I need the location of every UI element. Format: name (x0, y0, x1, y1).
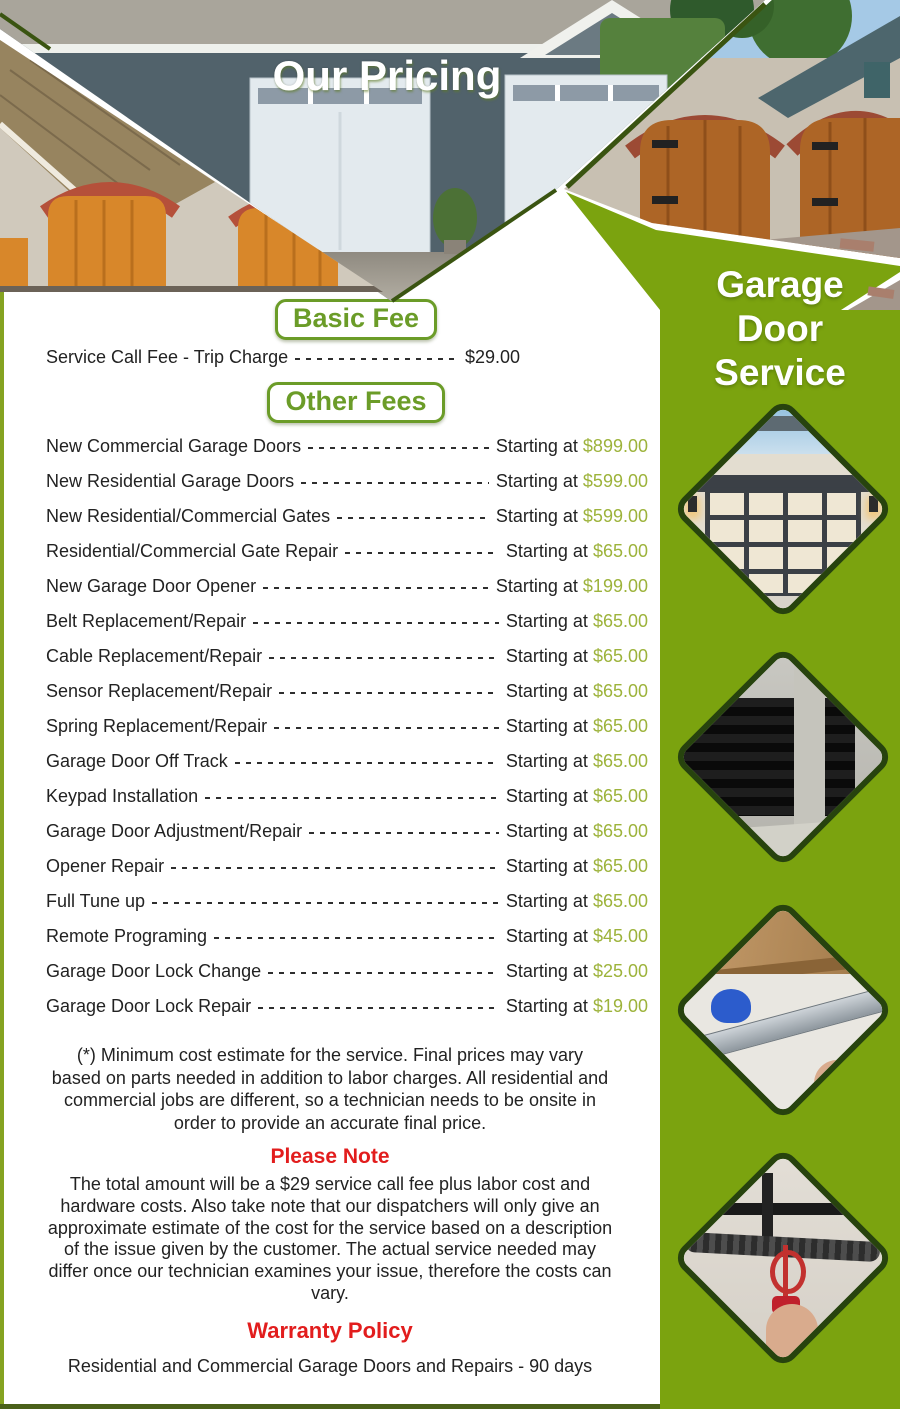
sidebar-title-line: Door (736, 308, 824, 349)
fee-label: Garage Door Off Track (46, 751, 228, 771)
fee-price: $65.00 (592, 681, 648, 701)
dash-leader (345, 552, 499, 554)
fee-label: Residential/Commercial Gate Repair (46, 541, 339, 561)
fee-label: Remote Programing (46, 926, 208, 946)
fee-label: Belt Replacement/Repair (46, 611, 247, 631)
sidebar-title (660, 263, 900, 395)
dash-leader (269, 657, 499, 659)
dash-leader (152, 902, 499, 904)
fee-prefix: Starting at (495, 471, 578, 491)
fee-row (4, 989, 652, 1024)
fee-row (4, 674, 652, 709)
fee-row (4, 744, 652, 779)
fee-row (4, 954, 652, 989)
fees-list (4, 429, 652, 1024)
please-note-title: Please Note (270, 1145, 390, 1168)
fee-price: $199.00 (582, 576, 648, 596)
fee-price: $65.00 (592, 646, 648, 666)
fee-price: $65.00 (592, 611, 648, 631)
fee-row (4, 779, 652, 814)
please-note-body: The total amount will be a $29 service call fee plus labor cost and hardware costs. Also take note that our dispatchers will only give an approximate estimate of the cost for the service based on a description of the issue given by the customer. The actual service needed may differ once our technician examines your issue, therefore the costs can vary. (47, 1174, 613, 1303)
fee-label: Garage Door Lock Repair (46, 996, 252, 1016)
fee-prefix: Starting at (505, 611, 588, 631)
fee-row (4, 919, 652, 954)
dash-leader (171, 867, 499, 869)
basic-fee-badge: Basic Fee (275, 299, 437, 340)
fee-prefix: Starting at (505, 961, 588, 981)
fee-label: Full Tune up (46, 891, 146, 911)
fee-prefix: Starting at (505, 996, 588, 1016)
warranty-body: Residential and Commercial Garage Doors and Repairs - 90 days (67, 1355, 593, 1376)
fee-price: $65.00 (592, 716, 648, 736)
fee-prefix: Starting at (495, 576, 578, 596)
fee-prefix: Starting at (505, 926, 588, 946)
fee-price: $45.00 (592, 926, 648, 946)
dash-leader (279, 692, 499, 694)
fee-label: New Garage Door Opener (46, 576, 257, 596)
fee-price: $899.00 (582, 436, 648, 456)
fee-price: $65.00 (592, 856, 648, 876)
dash-leader (295, 358, 458, 360)
fee-prefix: Starting at (495, 506, 578, 526)
fee-price: $65.00 (592, 541, 648, 561)
dash-leader (268, 972, 499, 974)
fee-row (4, 639, 652, 674)
fee-label: Garage Door Lock Change (46, 961, 262, 981)
fee-price: $19.00 (592, 996, 648, 1016)
fee-row (4, 709, 652, 744)
fee-prefix: Starting at (505, 541, 588, 561)
fee-prefix: Starting at (505, 786, 588, 806)
fee-prefix: Starting at (505, 716, 588, 736)
fee-prefix: Starting at (505, 751, 588, 771)
fee-price: $65.00 (592, 786, 648, 806)
fee-row (4, 429, 652, 464)
dash-leader (337, 517, 489, 519)
warranty-title: Warranty Policy (247, 1317, 413, 1343)
fee-price: $29.00 (464, 346, 520, 367)
dash-leader (205, 797, 499, 799)
dash-leader (214, 937, 499, 939)
fee-label: Opener Repair (46, 856, 165, 876)
fee-label: Keypad Installation (46, 786, 199, 806)
dash-leader (274, 727, 499, 729)
fee-label: New Commercial Garage Doors (46, 436, 302, 456)
disclaimer-note: (*) Minimum cost estimate for the service. Final prices may vary based on parts needed in addition to labor charges. All residential and commercial jobs are different, so a technician needs to be onsite in order to provide an accurate final price. (51, 1045, 609, 1133)
dash-leader (301, 482, 489, 484)
dash-leader (308, 447, 489, 449)
fee-prefix: Starting at (505, 821, 588, 841)
fee-label: Cable Replacement/Repair (46, 646, 263, 666)
fee-row (4, 464, 652, 499)
fee-label: Garage Door Adjustment/Repair (46, 821, 303, 841)
fee-prefix: Starting at (505, 681, 588, 701)
fee-price: $599.00 (582, 471, 648, 491)
dash-leader (253, 622, 499, 624)
fee-price: $65.00 (592, 821, 648, 841)
fee-row (4, 534, 652, 569)
fee-label: Sensor Replacement/Repair (46, 681, 273, 701)
sidebar-title-line: Service (714, 352, 846, 393)
fee-prefix: Starting at (505, 891, 588, 911)
fee-label: New Residential/Commercial Gates (46, 506, 331, 526)
fee-price: $599.00 (582, 506, 648, 526)
dash-leader (258, 1007, 499, 1009)
main-content (4, 292, 656, 1377)
fee-row (4, 569, 652, 604)
fee-price: $65.00 (592, 891, 648, 911)
fee-row (4, 884, 652, 919)
page-title: Our Pricing (272, 52, 502, 99)
other-fees-badge: Other Fees (267, 382, 444, 423)
fee-prefix: Starting at (505, 646, 588, 666)
sidebar-title-line: Garage (716, 264, 844, 305)
fee-row (4, 814, 652, 849)
fee-row (4, 604, 652, 639)
fee-label: Service Call Fee - Trip Charge (46, 346, 289, 367)
fee-prefix: Starting at (505, 856, 588, 876)
fee-label: Spring Replacement/Repair (46, 716, 268, 736)
fee-label: New Residential Garage Doors (46, 471, 295, 491)
dash-leader (235, 762, 499, 764)
fee-prefix: Starting at (495, 436, 578, 456)
fee-price: $65.00 (592, 751, 648, 771)
fee-row (4, 499, 652, 534)
fee-row (4, 849, 652, 884)
basic-fee-row (4, 345, 520, 369)
fee-price: $25.00 (592, 961, 648, 981)
bottom-strip (0, 1404, 660, 1409)
dash-leader (263, 587, 489, 589)
dash-leader (309, 832, 499, 834)
